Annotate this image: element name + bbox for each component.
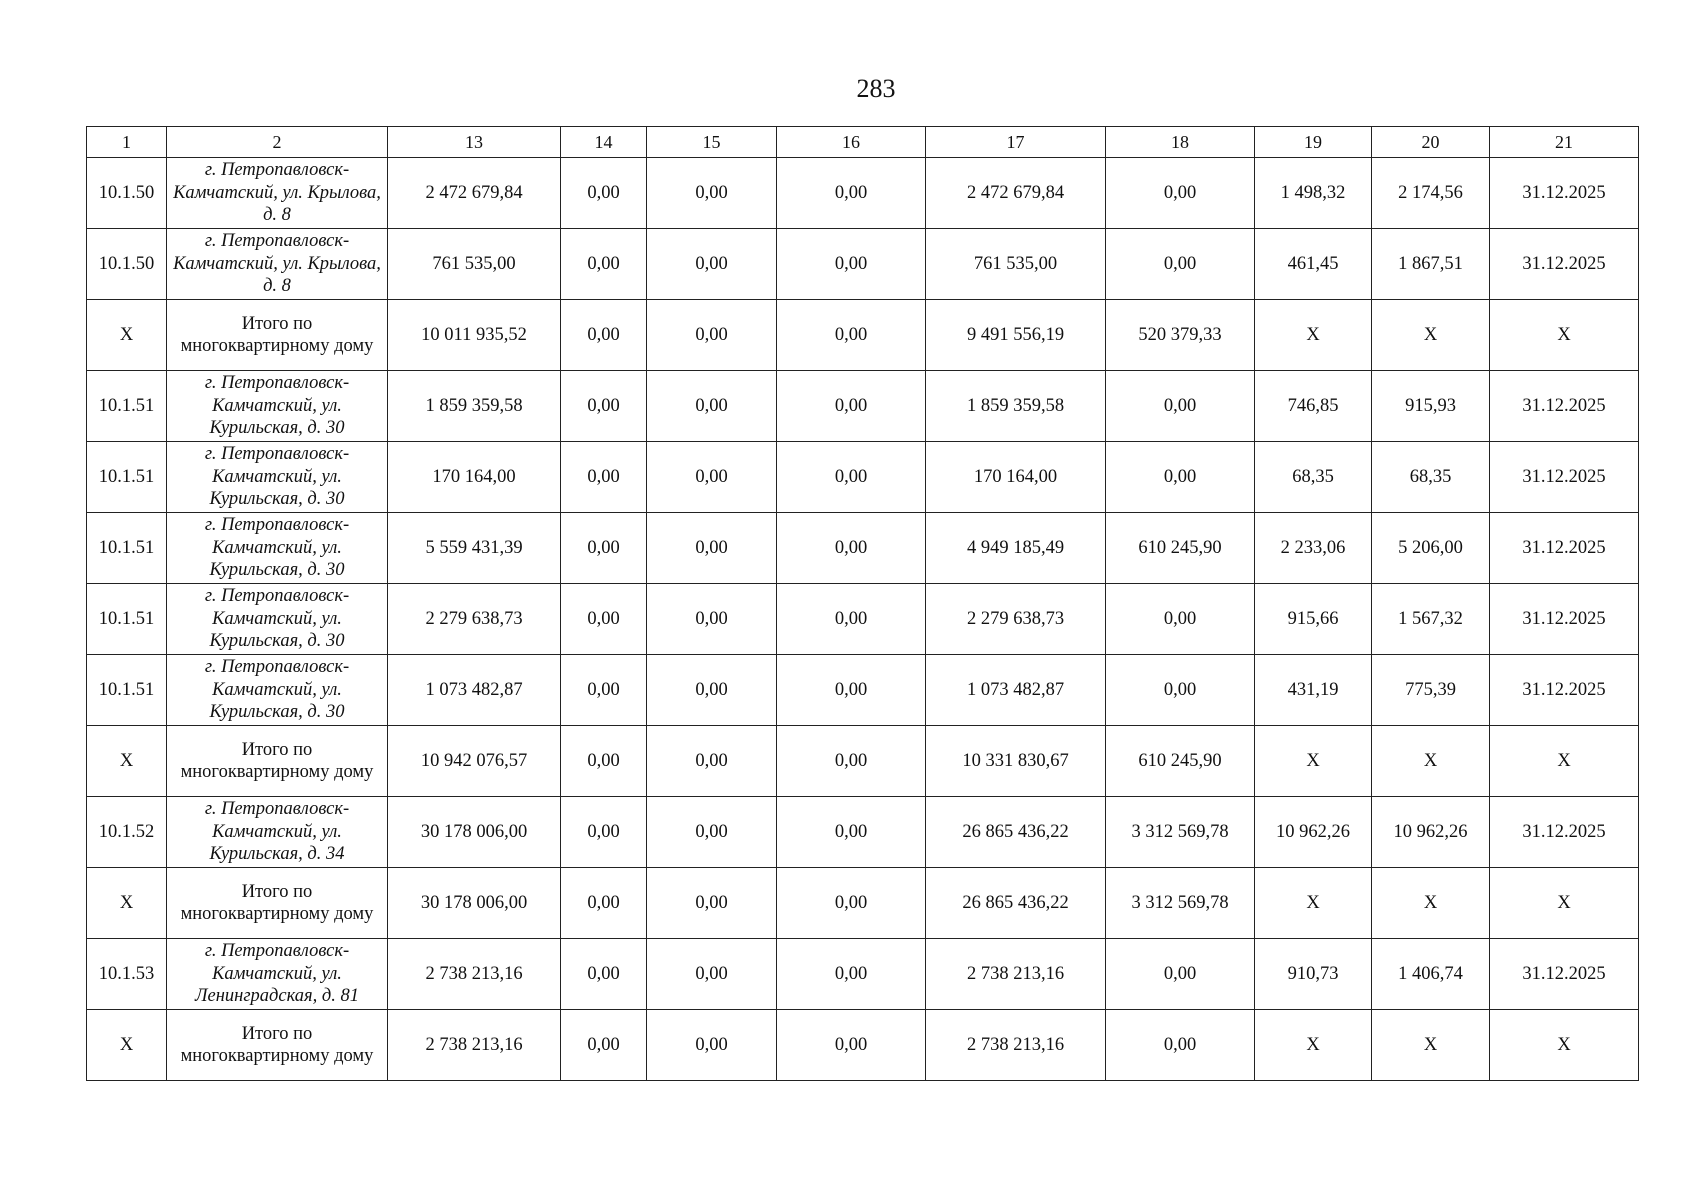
table-header	[87, 127, 1639, 158]
value-cell-20: 68,35	[1372, 442, 1490, 513]
value-cell-21: 31.12.2025	[1490, 158, 1639, 229]
value-cell-18: 0,00	[1106, 229, 1255, 300]
value-cell-15: 0,00	[647, 726, 777, 797]
column-header-18: 18	[1106, 127, 1255, 158]
row-number-cell: 10.1.51	[87, 655, 167, 726]
row-number-cell: 10.1.52	[87, 797, 167, 868]
row-number-cell: 10.1.51	[87, 584, 167, 655]
value-cell-18: 610 245,90	[1106, 726, 1255, 797]
value-cell-15: 0,00	[647, 158, 777, 229]
value-cell-19: 10 962,26	[1255, 797, 1372, 868]
value-cell-21: 31.12.2025	[1490, 229, 1639, 300]
value-cell-15: 0,00	[647, 939, 777, 1010]
value-cell-18: 0,00	[1106, 939, 1255, 1010]
column-header-17: 17	[926, 127, 1106, 158]
value-cell-21: Х	[1490, 726, 1639, 797]
value-cell-18: 0,00	[1106, 158, 1255, 229]
column-header-20: 20	[1372, 127, 1490, 158]
value-cell-13: 5 559 431,39	[388, 513, 561, 584]
value-cell-13: 1 859 359,58	[388, 371, 561, 442]
row-number-cell: 10.1.51	[87, 371, 167, 442]
value-cell-21: 31.12.2025	[1490, 371, 1639, 442]
value-cell-19: Х	[1255, 300, 1372, 371]
table-row	[87, 939, 1639, 1010]
value-cell-14: 0,00	[561, 939, 647, 1010]
value-cell-21: 31.12.2025	[1490, 513, 1639, 584]
value-cell-16: 0,00	[777, 584, 926, 655]
value-cell-19: Х	[1255, 1010, 1372, 1081]
value-cell-14: 0,00	[561, 300, 647, 371]
value-cell-15: 0,00	[647, 584, 777, 655]
value-cell-21: Х	[1490, 868, 1639, 939]
value-cell-16: 0,00	[777, 797, 926, 868]
table-body	[87, 158, 1639, 1081]
row-number-cell: 10.1.50	[87, 229, 167, 300]
value-cell-16: 0,00	[777, 655, 926, 726]
table-row	[87, 513, 1639, 584]
row-number-cell: Х	[87, 868, 167, 939]
column-header-21: 21	[1490, 127, 1639, 158]
value-cell-17: 9 491 556,19	[926, 300, 1106, 371]
value-cell-20: 5 206,00	[1372, 513, 1490, 584]
value-cell-20: Х	[1372, 300, 1490, 371]
table-row	[87, 797, 1639, 868]
value-cell-18: 0,00	[1106, 655, 1255, 726]
value-cell-18: 3 312 569,78	[1106, 797, 1255, 868]
value-cell-17: 4 949 185,49	[926, 513, 1106, 584]
value-cell-17: 2 472 679,84	[926, 158, 1106, 229]
value-cell-20: 1 406,74	[1372, 939, 1490, 1010]
column-header-1: 1	[87, 127, 167, 158]
table-row	[87, 158, 1639, 229]
value-cell-13: 10 011 935,52	[388, 300, 561, 371]
subtotal-label-cell: Итого по многоквартирному дому	[167, 868, 388, 939]
value-cell-14: 0,00	[561, 655, 647, 726]
value-cell-17: 761 535,00	[926, 229, 1106, 300]
row-number-cell: 10.1.51	[87, 442, 167, 513]
value-cell-21: 31.12.2025	[1490, 655, 1639, 726]
value-cell-19: Х	[1255, 726, 1372, 797]
value-cell-20: Х	[1372, 726, 1490, 797]
value-cell-16: 0,00	[777, 726, 926, 797]
value-cell-18: 0,00	[1106, 371, 1255, 442]
value-cell-18: 520 379,33	[1106, 300, 1255, 371]
table-row	[87, 655, 1639, 726]
value-cell-15: 0,00	[647, 442, 777, 513]
value-cell-20: 1 867,51	[1372, 229, 1490, 300]
value-cell-21: 31.12.2025	[1490, 939, 1639, 1010]
value-cell-15: 0,00	[647, 229, 777, 300]
subtotal-row	[87, 300, 1639, 371]
value-cell-14: 0,00	[561, 726, 647, 797]
value-cell-17: 170 164,00	[926, 442, 1106, 513]
value-cell-20: 1 567,32	[1372, 584, 1490, 655]
value-cell-13: 761 535,00	[388, 229, 561, 300]
value-cell-20: 10 962,26	[1372, 797, 1490, 868]
value-cell-14: 0,00	[561, 584, 647, 655]
value-cell-18: 0,00	[1106, 442, 1255, 513]
value-cell-19: 68,35	[1255, 442, 1372, 513]
row-number-cell: Х	[87, 726, 167, 797]
page-number: 283	[856, 74, 896, 103]
value-cell-21: 31.12.2025	[1490, 442, 1639, 513]
address-cell: г. Петропавловск-Камчатский, ул. Курильская, д. 30	[167, 442, 388, 513]
value-cell-14: 0,00	[561, 797, 647, 868]
value-cell-17: 1 073 482,87	[926, 655, 1106, 726]
value-cell-16: 0,00	[777, 868, 926, 939]
value-cell-14: 0,00	[561, 371, 647, 442]
value-cell-19: 2 233,06	[1255, 513, 1372, 584]
subtotal-label-cell: Итого по многоквартирному дому	[167, 300, 388, 371]
value-cell-17: 2 738 213,16	[926, 1010, 1106, 1081]
value-cell-17: 2 279 638,73	[926, 584, 1106, 655]
column-header-16: 16	[777, 127, 926, 158]
value-cell-14: 0,00	[561, 442, 647, 513]
value-cell-13: 30 178 006,00	[388, 797, 561, 868]
row-number-cell: 10.1.51	[87, 513, 167, 584]
column-header-2: 2	[167, 127, 388, 158]
data-table	[86, 126, 1639, 1081]
value-cell-20: Х	[1372, 1010, 1490, 1081]
value-cell-13: 2 738 213,16	[388, 1010, 561, 1081]
value-cell-15: 0,00	[647, 300, 777, 371]
value-cell-15: 0,00	[647, 1010, 777, 1081]
address-cell: г. Петропавловск-Камчатский, ул. Крылова, д. 8	[167, 229, 388, 300]
value-cell-15: 0,00	[647, 868, 777, 939]
table-row	[87, 442, 1639, 513]
value-cell-17: 2 738 213,16	[926, 939, 1106, 1010]
value-cell-14: 0,00	[561, 158, 647, 229]
value-cell-13: 1 073 482,87	[388, 655, 561, 726]
value-cell-20: 775,39	[1372, 655, 1490, 726]
value-cell-14: 0,00	[561, 229, 647, 300]
row-number-cell: 10.1.53	[87, 939, 167, 1010]
column-header-14: 14	[561, 127, 647, 158]
row-number-cell: Х	[87, 1010, 167, 1081]
address-cell: г. Петропавловск-Камчатский, ул. Крылова, д. 8	[167, 158, 388, 229]
value-cell-15: 0,00	[647, 513, 777, 584]
table-row	[87, 371, 1639, 442]
value-cell-13: 2 279 638,73	[388, 584, 561, 655]
value-cell-16: 0,00	[777, 158, 926, 229]
value-cell-17: 10 331 830,67	[926, 726, 1106, 797]
value-cell-20: Х	[1372, 868, 1490, 939]
value-cell-16: 0,00	[777, 371, 926, 442]
value-cell-14: 0,00	[561, 868, 647, 939]
value-cell-16: 0,00	[777, 300, 926, 371]
value-cell-20: 915,93	[1372, 371, 1490, 442]
value-cell-16: 0,00	[777, 513, 926, 584]
value-cell-21: Х	[1490, 300, 1639, 371]
value-cell-18: 3 312 569,78	[1106, 868, 1255, 939]
address-cell: г. Петропавловск-Камчатский, ул. Курильская, д. 30	[167, 655, 388, 726]
column-header-15: 15	[647, 127, 777, 158]
value-cell-16: 0,00	[777, 1010, 926, 1081]
value-cell-16: 0,00	[777, 229, 926, 300]
value-cell-20: 2 174,56	[1372, 158, 1490, 229]
value-cell-17: 26 865 436,22	[926, 868, 1106, 939]
row-number-cell: 10.1.50	[87, 158, 167, 229]
value-cell-15: 0,00	[647, 655, 777, 726]
value-cell-19: Х	[1255, 868, 1372, 939]
subtotal-row	[87, 726, 1639, 797]
address-cell: г. Петропавловск-Камчатский, ул. Ленинградская, д. 81	[167, 939, 388, 1010]
subtotal-label-cell: Итого по многоквартирному дому	[167, 726, 388, 797]
value-cell-19: 910,73	[1255, 939, 1372, 1010]
column-header-19: 19	[1255, 127, 1372, 158]
value-cell-15: 0,00	[647, 797, 777, 868]
value-cell-14: 0,00	[561, 1010, 647, 1081]
subtotal-row	[87, 1010, 1639, 1081]
table-row	[87, 229, 1639, 300]
value-cell-13: 170 164,00	[388, 442, 561, 513]
column-header-13: 13	[388, 127, 561, 158]
value-cell-21: 31.12.2025	[1490, 584, 1639, 655]
address-cell: г. Петропавловск-Камчатский, ул. Курильская, д. 30	[167, 371, 388, 442]
value-cell-13: 2 738 213,16	[388, 939, 561, 1010]
value-cell-21: 31.12.2025	[1490, 797, 1639, 868]
table-row	[87, 584, 1639, 655]
value-cell-15: 0,00	[647, 371, 777, 442]
value-cell-18: 0,00	[1106, 584, 1255, 655]
value-cell-19: 431,19	[1255, 655, 1372, 726]
subtotal-row	[87, 868, 1639, 939]
address-cell: г. Петропавловск-Камчатский, ул. Курильская, д. 30	[167, 513, 388, 584]
value-cell-13: 10 942 076,57	[388, 726, 561, 797]
value-cell-19: 746,85	[1255, 371, 1372, 442]
address-cell: г. Петропавловск-Камчатский, ул. Курильская, д. 30	[167, 584, 388, 655]
header-row	[87, 127, 1639, 158]
value-cell-18: 610 245,90	[1106, 513, 1255, 584]
value-cell-17: 26 865 436,22	[926, 797, 1106, 868]
value-cell-19: 1 498,32	[1255, 158, 1372, 229]
value-cell-14: 0,00	[561, 513, 647, 584]
value-cell-17: 1 859 359,58	[926, 371, 1106, 442]
value-cell-16: 0,00	[777, 939, 926, 1010]
subtotal-label-cell: Итого по многоквартирному дому	[167, 1010, 388, 1081]
address-cell: г. Петропавловск-Камчатский, ул. Курильская, д. 34	[167, 797, 388, 868]
value-cell-13: 30 178 006,00	[388, 868, 561, 939]
value-cell-19: 915,66	[1255, 584, 1372, 655]
value-cell-18: 0,00	[1106, 1010, 1255, 1081]
value-cell-21: Х	[1490, 1010, 1639, 1081]
value-cell-13: 2 472 679,84	[388, 158, 561, 229]
value-cell-16: 0,00	[777, 442, 926, 513]
row-number-cell: Х	[87, 300, 167, 371]
value-cell-19: 461,45	[1255, 229, 1372, 300]
